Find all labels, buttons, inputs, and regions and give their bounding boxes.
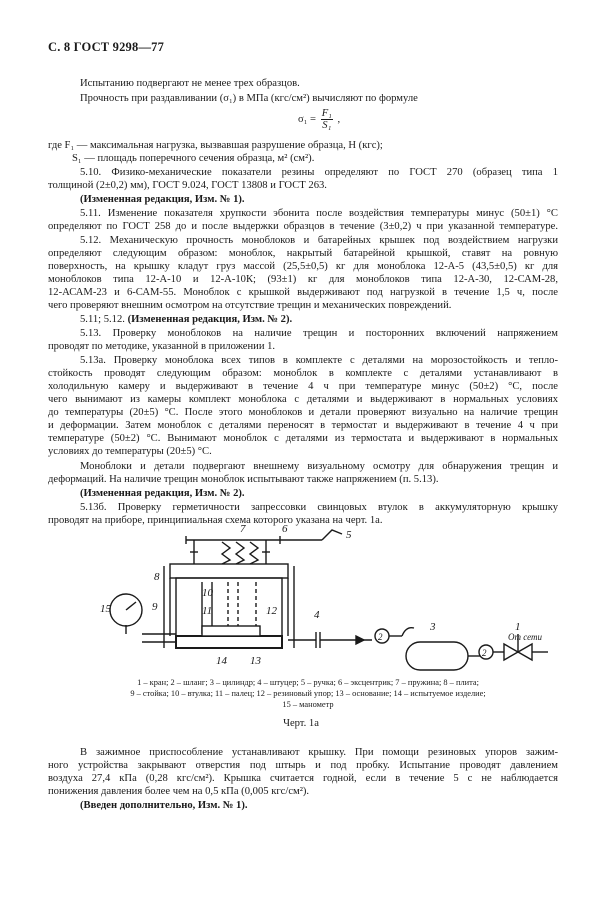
p513b-line-1: 5.13б. Проверку герметичности запрессовки свинцовых втулок в аккумуляторную крышку	[80, 502, 558, 513]
edition-note-4: (Введен дополнительно, Изм. № 1).	[80, 800, 248, 811]
p512-line-3: поверхность, на крышку кладут груз массой (25,5±0,5) кг для моноблока 12-А-5 (43,5±0,5) кг для	[48, 261, 558, 272]
label-2b: 2	[482, 648, 487, 658]
strength-formula	[298, 108, 340, 131]
p513a-line-7: температуре (50±2) °С. Вынимают моноблок с деталями из термостата и выдерживают в нормальных	[48, 433, 558, 444]
handle-5-shape	[322, 530, 342, 540]
label-12: 12	[266, 605, 277, 617]
p513a-line-1: 5.13а. Проверку моноблока всех типов в комплекте с деталями на морозостойкость и тепло-	[80, 355, 558, 366]
where-line-2: S₁ — площадь поперечного сечения образца, м² (см²).	[72, 153, 315, 164]
p513a-line-4: чего вынимают из камеры комплект моноблока с деталями и выдерживают в нормальных условиях	[48, 394, 558, 405]
label-13: 13	[250, 655, 261, 667]
formula-denominator: S₁	[322, 120, 332, 131]
p512-line-1: 5.12. Механическую прочность моноблоков и батарейных крышек под воздействием нагрузки	[80, 235, 558, 246]
intro-line-2: Прочность при раздавливании (σ₁) в МПа (кгс/см²) вычисляют по формуле	[80, 93, 418, 104]
label-15: 15	[100, 603, 111, 615]
p513a2-line-2: деформаций. На наличие трещин моноблок испытывают также напряжением (п. 5.13).	[48, 474, 439, 485]
where-line-1: где F₁ — максимальная нагрузка, вызвавшая разрушение образца, Н (кгс);	[48, 140, 383, 151]
p513-line-1: 5.13. Проверку моноблоков на наличие трещин и посторонних включений напряжением	[80, 328, 558, 339]
p513a-line-3: холодильную камеру и выдерживают в течение 4 ч при температуре минус (50±2) °С, после	[48, 381, 558, 392]
final-line-3: воздуха 27,4 кПа (0,28 кгс/см²). Крышка считается годной, если в течение 5 с не наблюдается	[48, 773, 558, 784]
formula-lhs: σ₁ =	[298, 113, 317, 125]
formula-fraction	[321, 108, 333, 131]
label-11: 11	[202, 605, 213, 617]
p512-line-5: 12-АСАМ-23 и 6-САМ-55. Моноблок с крышкой выдерживают под нагрузкой в течение 1,5 ч, после	[48, 287, 558, 298]
legend-line-1: 1 – кран; 2 – шланг; 3 – цилиндр; 4 – штуцер; 5 – ручка; 6 – эксцентрик; 7 – пружина; 8 – плита;	[137, 678, 479, 687]
plate-8-shape	[170, 564, 288, 578]
final-line-1: В зажимное приспособление устанавливают крышку. При помощи резиновых упоров зажим-	[80, 747, 558, 758]
final-line-2: ного устройства закрывают отверстия под штырь и под пробку. Испытание проводят давлением	[48, 760, 558, 771]
formula-tail: ,	[337, 113, 341, 125]
valve-1-shape	[504, 644, 518, 660]
label-7: 7	[240, 523, 246, 535]
p512-line-2: определяют следующим образом: моноблок, накрытый батарейной крышкой, ставят на ровную	[48, 248, 558, 259]
p511-line-1: 5.11. Изменение показателя хрупкости эбонита после воздействия температуры минус (50±1) °С	[80, 208, 558, 219]
p513-line-2: проводят по методике, указанной в приложении 1.	[48, 341, 276, 352]
label-14: 14	[216, 655, 227, 667]
base-13-shape	[176, 636, 282, 648]
cylinder-3-shape	[406, 642, 468, 670]
label-4: 4	[314, 609, 320, 621]
p513a-line-8: условиях до температуры (20±5) °С.	[48, 446, 212, 457]
intro-line-1: Испытанию подвергают не менее трех образцов.	[80, 78, 300, 89]
edition-note-2	[80, 313, 558, 326]
label-5: 5	[346, 529, 352, 541]
inlet-label: От сети	[508, 632, 543, 642]
page-header: С. 8 ГОСТ 9298—77	[48, 40, 165, 54]
figure-title: Черт. 1а	[283, 718, 319, 729]
legend-line-3: 15 – манометр	[282, 700, 334, 709]
p510-line-2: толщиной (2±0,2) мм), ГОСТ 9.024, ГОСТ 13808 и ГОСТ 263.	[48, 180, 327, 191]
edition-note-2-prefix: 5.11; 5.12.	[80, 314, 125, 325]
p510-line-1: 5.10. Физико-механические показатели резины определяют по ГОСТ 270 (образец типа 1	[80, 167, 558, 178]
label-9: 9	[152, 601, 158, 613]
label-8: 8	[154, 571, 160, 583]
final-line-4: понижения давления более чем на 0,5 кПа (0,005 кгс/см²).	[48, 786, 310, 797]
p513a-line-5: до температуры (20±5) °С. После этого моноблоков и детали проверяют визуально на наличие трещин	[48, 407, 558, 418]
p512-line-4: моноблоков типа 12-А-10 и 12-А-10К; (93±1) кг для моноблоков типа 12-А-30, 12-САМ-28,	[48, 274, 558, 285]
p513b-line-2: проводят на приборе, принципиальная схема которого указана на черт. 1а.	[48, 515, 383, 526]
label-1: 1	[515, 621, 521, 633]
legend-line-2: 9 – стойка; 10 – втулка; 11 – палец; 12 – резиновый упор; 13 – основание; 14 – испытуемое изделие;	[130, 689, 486, 698]
edition-note-3: (Измененная редакция, Изм. № 2).	[80, 488, 245, 499]
p513a-line-6: и деформации. Затем моноблок с деталями переносят в термостат и выдерживают в течение 4 ч при	[48, 420, 558, 431]
p513a2-line-1: Моноблоки и детали подвергают внешнему визуальному осмотру для обнаружения трещин и	[80, 461, 558, 472]
test-device-schematic	[90, 522, 550, 672]
formula-numerator: F₁	[321, 108, 332, 119]
p511-line-2: определяют по ГОСТ 258 до и после выдержки образцов в течение (3±0,2) ч при указанной температуре.	[48, 221, 558, 232]
p512-line-6: чего проверяют внешним осмотром на отсутствие трещин и механических повреждений.	[48, 300, 452, 311]
spring-7-shape	[222, 542, 230, 564]
label-6: 6	[282, 523, 288, 535]
edition-note-1: (Измененная редакция, Изм. № 1).	[80, 194, 245, 205]
edition-note-2-text: (Измененная редакция, Изм. № 2).	[127, 314, 293, 325]
p513a-line-2: стойкость проводят следующим образом: моноблок в комплекте с деталями устанавливают в	[48, 368, 558, 379]
label-10: 10	[202, 587, 213, 599]
label-2: 2	[378, 632, 383, 642]
label-3: 3	[430, 621, 436, 633]
